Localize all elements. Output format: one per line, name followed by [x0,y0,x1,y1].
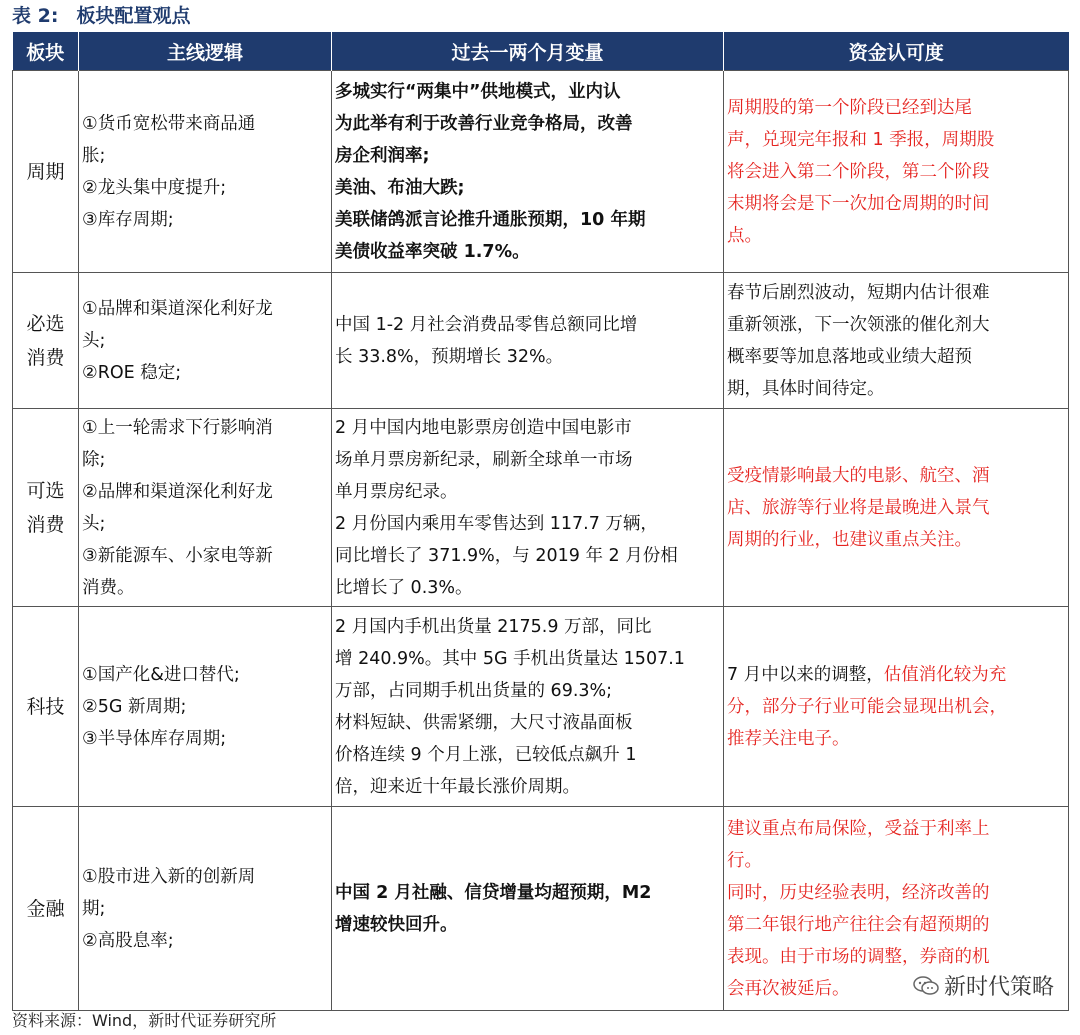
logic-line: 除; [82,449,106,470]
logic-line: ②5G 新周期; [82,696,187,717]
variables-line: 倍，迎来近十年最长涨价周期。 [335,776,580,797]
variables-line: 为此举有利于改善行业竞争格局，改善 [335,113,633,134]
funds-line: 声，兑现完年报和 1 季报，周期股 [727,129,995,150]
table-header-row [13,32,1069,71]
variables-line: 单月票房纪录。 [335,481,458,502]
logic-line: 头; [82,330,106,351]
logic-cell [79,273,332,409]
sector-cell [13,807,79,1011]
source-note: 资料来源：Wind，新时代证券研究所 [12,1011,277,1030]
logic-cell [79,607,332,807]
variables-line: 万部，占同期手机出货量的 69.3%; [335,680,613,701]
funds-line: 同时，历史经验表明，经济改善的 [727,882,990,903]
variables-line: 2 月中国内地电影票房创造中国电影市 [335,417,632,438]
variables-line: 长 33.8%，预期增长 32%。 [335,346,564,367]
variables-cell [332,273,724,409]
sector-cell [13,607,79,807]
sector-name: 可选 [26,479,65,502]
variables-cell [332,409,724,607]
funds-line: 概率要等加息落地或业绩大超预 [727,346,972,367]
logic-line: ②高股息率; [82,930,174,951]
funds-line: 点。 [727,225,762,246]
table-row [13,409,1069,607]
funds-line: 推荐关注电子。 [727,728,850,749]
table-caption [12,2,190,30]
funds-cell [724,409,1069,607]
funds-highlight: 估值消化较为充 [883,664,1007,685]
funds-line: 第二年银行地产往往会有超预期的 [727,914,990,935]
variables-line: 美油、布油大跌; [335,177,465,198]
variables-line: 美联储鸽派言论推升通胀预期，10 年期 [335,209,646,230]
variables-line: 增速较快回升。 [335,914,458,935]
logic-line: ①股市进入新的创新周 [82,866,256,887]
variables-line: 2 月国内手机出货量 2175.9 万部，同比 [335,616,652,637]
funds-prefix: 7 月中以来的调整， [727,664,884,685]
sector-cell [13,273,79,409]
funds-line: 分，部分子行业可能会显现出机会， [727,696,1007,717]
funds-line: 行。 [727,850,762,871]
caption-label: 表 2: [12,5,59,27]
logic-line: ③库存周期; [82,209,174,230]
logic-line: ①货币宽松带来商品通 [82,113,256,134]
funds-line: 期，具体时间待定。 [727,378,885,399]
sector-name: 金融 [26,897,65,920]
funds-cell [724,71,1069,273]
table-row [13,273,1069,409]
funds-line: 表现。由于市场的调整，券商的机 [727,946,990,967]
funds-line: 受疫情影响最大的电影、航空、酒 [727,465,990,486]
variables-cell [332,607,724,807]
variables-line: 价格连续 9 个月上涨，已较低点飙升 1 [335,744,637,765]
funds-cell [724,607,1069,807]
variables-line: 2 月份国内乘用车零售达到 117.7 万辆， [335,513,658,534]
funds-line: 周期股的第一个阶段已经到达尾 [727,97,972,118]
logic-line: ②品牌和渠道深化利好龙 [82,481,273,502]
sector-allocation-table [12,32,1069,1011]
variables-line: 增 240.9%。其中 5G 手机出货量达 1507.1 [335,648,685,669]
logic-line: ③新能源车、小家电等新 [82,545,273,566]
funds-line: 店、旅游等行业将是最晚进入景气 [727,497,990,518]
caption-title: 板块配置观点 [76,5,191,27]
variables-line: 中国 1-2 月社会消费品零售总额同比增 [335,314,638,335]
variables-line: 比增长了 0.3%。 [335,577,473,598]
watermark-text: 新时代策略 [943,975,1054,1000]
sector-name: 科技 [26,695,65,718]
variables-cell [332,807,724,1011]
header-funds: 资金认可度 [724,32,1069,71]
wechat-icon [912,975,940,997]
variables-line: 美债收益率突破 1.7%。 [335,241,530,262]
funds-line: 周期的行业，也建议重点关注。 [727,529,972,550]
sector-name: 消费 [26,513,65,536]
header-variables: 过去一两个月变量 [332,32,724,71]
logic-cell [79,409,332,607]
header-sector: 板块 [13,32,79,71]
variables-line: 场单月票房新纪录，刷新全球单一市场 [335,449,633,470]
sector-cell [13,409,79,607]
funds-line: 会再次被延后。 [727,978,850,999]
logic-cell [79,71,332,273]
logic-line: 消费。 [82,577,135,598]
sector-name: 必选 [26,312,65,335]
logic-line: ①国产化&进口替代; [82,664,240,685]
funds-line: 重新领涨，下一次领涨的催化剂大 [727,314,990,335]
variables-line: 材料短缺、供需紧绷，大尺寸液晶面板 [335,712,633,733]
table-row [13,71,1069,273]
variables-line: 中国 2 月社融、信贷增量均超预期，M2 [335,882,652,903]
variables-line: 同比增长了 371.9%，与 2019 年 2 月份相 [335,545,678,566]
variables-cell [332,71,724,273]
logic-line: 胀; [82,145,106,166]
variables-line: 房企利润率; [335,145,430,166]
logic-line: ③半导体库存周期; [82,728,227,749]
funds-line-first [727,659,1065,691]
sector-cell [13,71,79,273]
logic-line: ②ROE 稳定; [82,362,182,383]
logic-line: 头; [82,513,106,534]
sector-name: 消费 [26,346,65,369]
logic-line: ①上一轮需求下行影响消 [82,417,273,438]
variables-line: 多城实行“两集中”供地模式，业内认 [335,81,621,102]
funds-line: 将会进入第二个阶段，第二个阶段 [727,161,990,182]
funds-line: 建议重点布局保险，受益于利率上 [727,818,990,839]
logic-line: ①品牌和渠道深化利好龙 [82,298,273,319]
funds-line: 末期将会是下一次加仓周期的时间 [727,193,990,214]
table-row [13,607,1069,807]
logic-line: 期; [82,898,106,919]
watermark [908,970,1058,1001]
logic-line: ②龙头集中度提升; [82,177,227,198]
funds-cell [724,273,1069,409]
funds-line: 春节后剧烈波动，短期内估计很难 [727,282,990,303]
sector-name: 周期 [26,160,65,183]
header-logic: 主线逻辑 [79,32,332,71]
logic-cell [79,807,332,1011]
